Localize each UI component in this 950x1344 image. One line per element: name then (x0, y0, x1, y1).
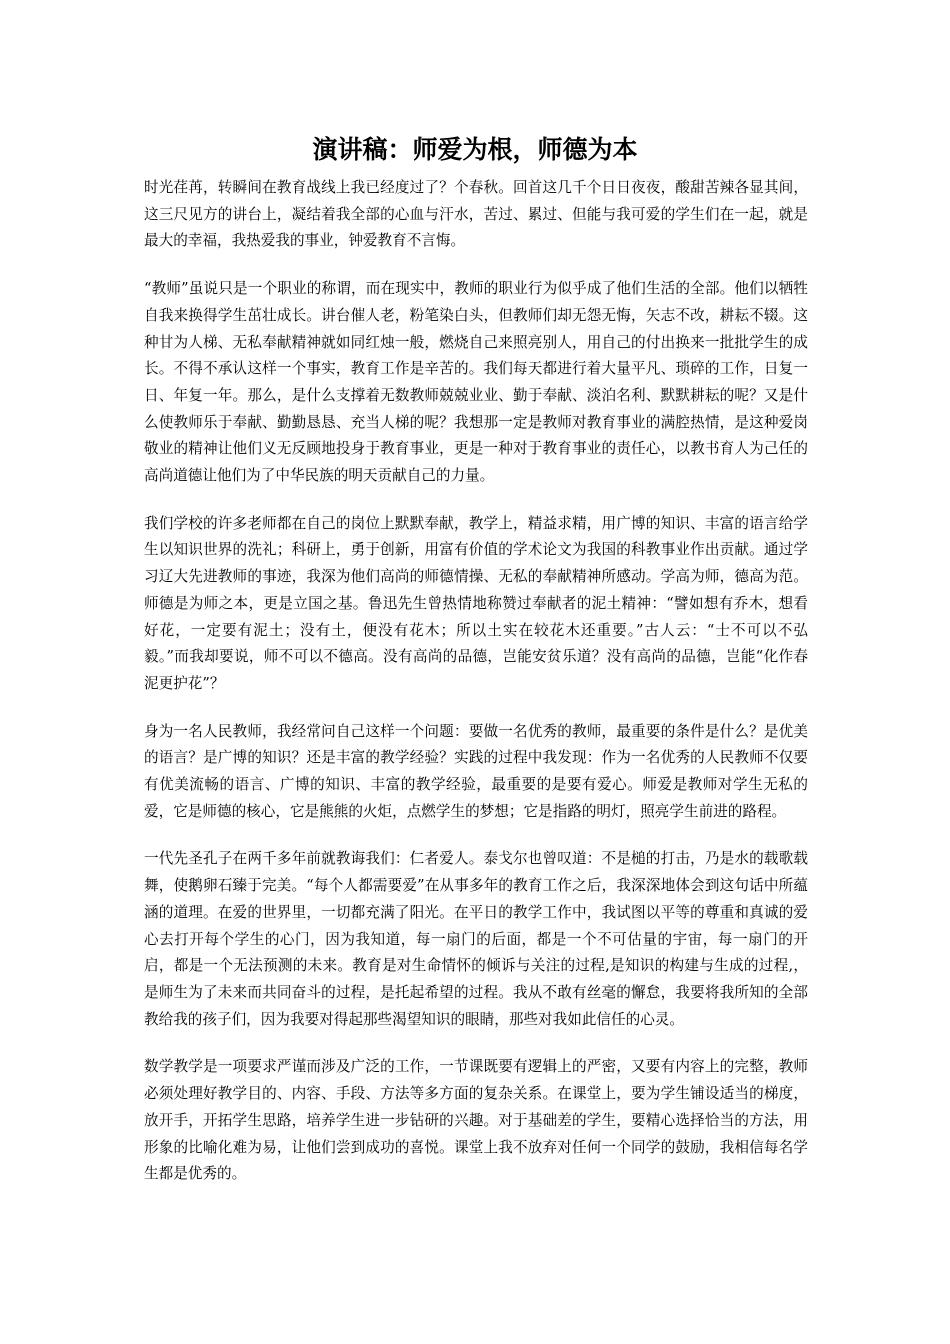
paragraph-2: “教师”虽说只是一个职业的称谓，而在现实中，教师的职业行为似乎成了他们生活的全部。他们以牺牲自我来换得学生茁壮成长。讲台催人老，粉笔染白头，但教师们却无怨无悔，矢志不改，耕耘不辍。这种甘为人梯、无私奉献精神就如同红烛一般，燃烧自己来照亮别人，用自己的付出换来一批批学生的成长。不得不承认这样一个事实，教育工作是辛苦的。我们每天都进行着大量平凡、琐碎的工作，日复一日、年复一年。那么，是什么支撑着无数教师兢兢业业、勤于奉献、淡泊名利、默默耕耘的呢？又是什么使教师乐于奉献、勤勤恳恳、充当人梯的呢？我想那一定是教师对教育事业的满腔热情，是这种爱岗敬业的精神让他们义无反顾地投身于教育事业，更是一种对于教育事业的责任心，以教书育人为己任的高尚道德让他们为了中华民族的明天贡献自己的力量。 (144, 280, 808, 485)
paragraph-3: 我们学校的许多老师都在自己的岗位上默默奉献，教学上，精益求精，用广博的知识、丰富的语言给学生以知识世界的洗礼；科研上，勇于创新，用富有价值的学术论文为我国的科教事业作出贡献。通过学习辽大先进教师的事迹，我深为他们高尚的师德情操、无私的奉献精神所感动。学高为师，德高为范。师德是为师之本，更是立国之基。鲁迅先生曾热情地称赞过奉献者的泥土精神：“譬如想有乔木，想看好花，一定要有泥土；没有土，便没有花木；所以土实在较花木还重要。”古人云：“士不可以不弘毅。”而我却要说，师不可以不德高。没有高尚的品德，岂能安贫乐道？没有高尚的品德，岂能“化作春泥更护花”？ (144, 514, 808, 692)
document-body (144, 175, 808, 1209)
document-title: 演讲稿：师爱为根，师德为本 (312, 135, 638, 164)
paragraph-6: 数学教学是一项要求严谨而涉及广泛的工作，一节课既要有逻辑上的严密，又要有内容上的完整，教师必须处理好教学目的、内容、手段、方法等多方面的复杂关系。在课堂上，要为学生铺设适当的梯度，放开手，开拓学生思路，培养学生进一步钻研的兴趣。对于基础差的学生，要精心选择恰当的方法，用形象的比喻化难为易，让他们尝到成功的喜悦。课堂上我不放弃对任何一个同学的鼓励，我相信每名学生都是优秀的。 (144, 1058, 808, 1183)
paragraph-5: 一代先圣孔子在两千多年前就教诲我们：仁者爱人。泰戈尔也曾叹道：不是槌的打击，乃是水的载歌载舞，使鹅卵石臻于完美。“每个人都需要爱”在从事多年的教育工作之后，我深深地体会到这句话中所蕴涵的道理。在爱的世界里，一切都充满了阳光。在平日的教学工作中，我试图以平等的尊重和真诚的爱心去打开每个学生的心门，因为我知道，每一扇门的后面，都是一个不可估量的宇宙，每一扇门的开启，都是一个无法预测的未来。教育是对生命情怀的倾诉与关注的过程,是知识的构建与生成的过程,，是师生为了未来而共同奋斗的过程，是托起希望的过程。我从不敢有丝毫的懈怠，我要将我所知的全部教给我的孩子们，因为我要对得起那些渴望知识的眼睛，那些对我如此信任的心灵。 (144, 850, 808, 1028)
paragraph-4: 身为一名人民教师，我经常问自己这样一个问题：要做一名优秀的教师，最重要的条件是什么？是优美的语言？是广博的知识？还是丰富的教学经验？实践的过程中我发现：作为一名优秀的人民教师不仅要有优美流畅的语言、广博的知识、丰富的教学经验，最重要的是要有爱心。师爱是教师对学生无私的爱，它是师德的核心，它是熊熊的火炬，点燃学生的梦想；它是指路的明灯，照亮学生前进的路程。 (144, 722, 808, 820)
paragraph-1: 时光荏苒，转瞬间在教育战线上我已经度过了？个春秋。回首这几千个日日夜夜，酸甜苦辣各显其间，这三尺见方的讲台上，凝结着我全部的心血与汗水，苦过、累过、但能与我可爱的学生们在一起，就是最大的幸福，我热爱我的事业，钟爱教育不言悔。 (144, 179, 808, 250)
